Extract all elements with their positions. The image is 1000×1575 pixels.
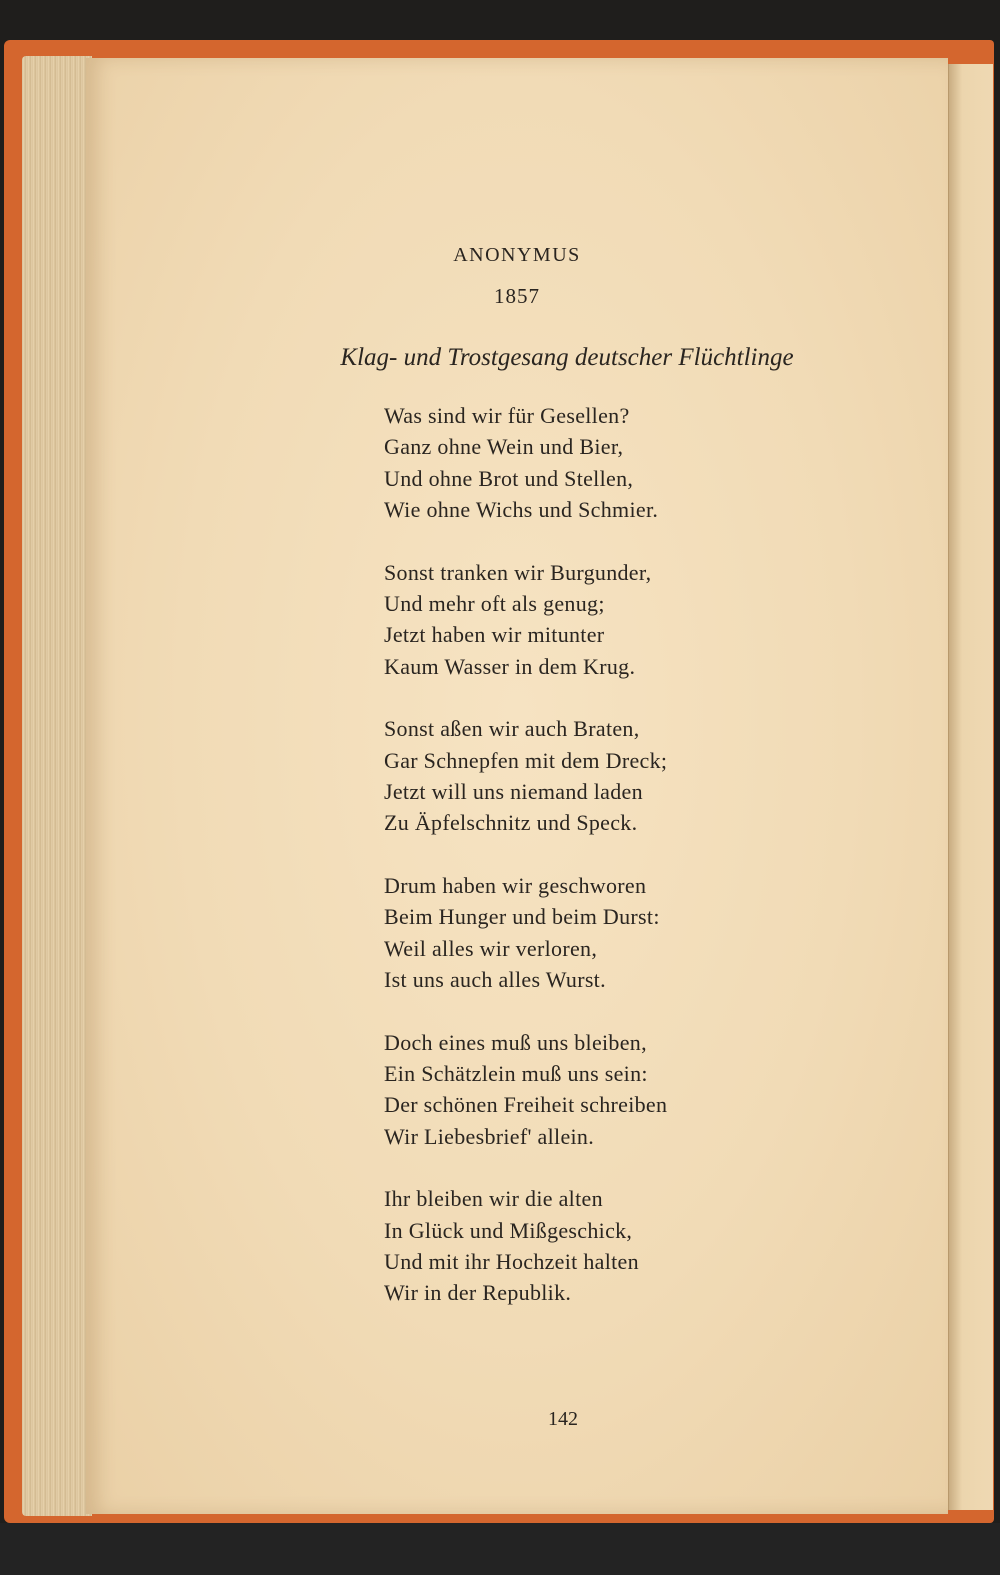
stanza xyxy=(384,713,804,839)
stanza xyxy=(384,1027,804,1153)
poem-year: 1857 xyxy=(494,284,540,308)
facing-page-edge xyxy=(948,64,993,1510)
poem-line: Doch eines muß uns bleiben, xyxy=(384,1029,647,1055)
poem-title: Klag- und Trostgesang deutscher Flüchtlinge xyxy=(340,344,794,371)
poem-line: Der schönen Freiheit schreiben xyxy=(384,1092,668,1118)
poem-line: Und ohne Brot und Stellen, xyxy=(384,465,634,491)
poem-line: Zu Äpfelschnitz und Speck. xyxy=(384,810,638,836)
poem-line: In Glück und Mißgeschick, xyxy=(384,1217,633,1243)
poem-line: Kaum Wasser in dem Krug. xyxy=(384,653,636,679)
stanza xyxy=(384,557,804,683)
stanza xyxy=(384,400,804,526)
poem-line: Gar Schnepfen mit dem Dreck; xyxy=(384,747,668,773)
poem-line: Ein Schätzlein muß uns sein: xyxy=(384,1060,648,1086)
stanza xyxy=(384,1183,804,1309)
poem-line: Drum haben wir geschworen xyxy=(384,872,647,898)
poem-line: Jetzt haben wir mitunter xyxy=(384,622,605,648)
poem-line: Und mehr oft als genug; xyxy=(384,591,605,617)
poem-line: Und mit ihr Hochzeit halten xyxy=(384,1248,639,1274)
poem-line: Weil alles wir verloren, xyxy=(384,935,598,961)
poem-line: Beim Hunger und beim Durst: xyxy=(384,904,660,930)
poem-line: Was sind wir für Gesellen? xyxy=(384,403,630,428)
poem-line: Wir in der Republik. xyxy=(384,1280,572,1306)
poem-line: Ihr bleiben wir die alten xyxy=(384,1186,603,1212)
page-edges xyxy=(22,56,92,1516)
page-number: 142 xyxy=(548,1408,578,1430)
poem-line: Jetzt will uns niemand laden xyxy=(384,779,643,805)
poem-line: Wir Liebesbrief' allein. xyxy=(384,1123,595,1149)
poem-line: Ist uns auch alles Wurst. xyxy=(384,967,606,993)
poem-line: Wie ohne Wichs und Schmier. xyxy=(384,497,659,523)
poem-body xyxy=(384,400,804,1340)
poem-line: Ganz ohne Wein und Bier, xyxy=(384,434,624,460)
stanza xyxy=(384,870,804,996)
poem-line: Sonst tranken wir Burgunder, xyxy=(384,559,652,585)
poem-author: ANONYMUS xyxy=(453,244,581,266)
book-page xyxy=(86,58,948,1514)
poem-line: Sonst aßen wir auch Braten, xyxy=(384,716,640,742)
background-surface xyxy=(0,1523,1000,1575)
